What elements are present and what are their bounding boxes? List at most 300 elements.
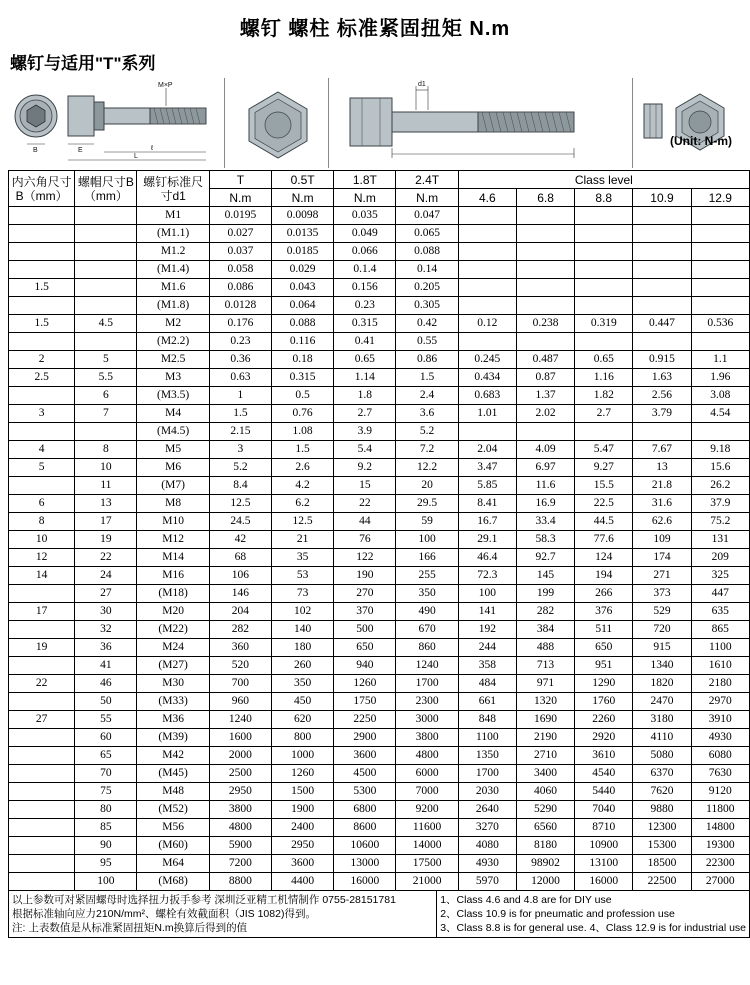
table-cell: 0.088 bbox=[272, 315, 334, 333]
table-cell: 3600 bbox=[272, 855, 334, 873]
footer-right-line-2: 2、Class 10.9 is for pneumatic and profession use bbox=[440, 908, 675, 920]
table-cell: 12.5 bbox=[209, 495, 271, 513]
table-cell: 109 bbox=[633, 531, 691, 549]
table-cell: 4 bbox=[9, 441, 75, 459]
table-cell: 6080 bbox=[691, 747, 749, 765]
table-cell: 174 bbox=[633, 549, 691, 567]
table-cell: (M1.8) bbox=[137, 297, 209, 315]
table-cell: 1690 bbox=[516, 711, 574, 729]
table-cell bbox=[9, 729, 75, 747]
table-cell: 22 bbox=[334, 495, 396, 513]
table-cell bbox=[633, 243, 691, 261]
table-cell: 0.319 bbox=[575, 315, 633, 333]
table-cell: 0.76 bbox=[272, 405, 334, 423]
table-cell: 8800 bbox=[209, 873, 271, 891]
table-cell: 4800 bbox=[209, 819, 271, 837]
table-cell: 0.65 bbox=[334, 351, 396, 369]
table-cell: M20 bbox=[137, 603, 209, 621]
table-cell: 325 bbox=[691, 567, 749, 585]
table-cell: 0.029 bbox=[272, 261, 334, 279]
table-cell bbox=[458, 333, 516, 351]
table-cell: 1100 bbox=[458, 729, 516, 747]
table-cell: 73 bbox=[272, 585, 334, 603]
table-cell: 0.1.4 bbox=[334, 261, 396, 279]
table-cell: 22 bbox=[75, 549, 137, 567]
header-unit-24t: N.m bbox=[396, 189, 458, 207]
table-cell: 650 bbox=[334, 639, 396, 657]
table-cell: 0.176 bbox=[209, 315, 271, 333]
table-cell: 60 bbox=[75, 729, 137, 747]
table-cell: 1610 bbox=[691, 657, 749, 675]
table-cell: 350 bbox=[272, 675, 334, 693]
table-cell: 0.23 bbox=[334, 297, 396, 315]
table-cell bbox=[633, 207, 691, 225]
table-row bbox=[9, 585, 750, 603]
table-cell bbox=[516, 333, 574, 351]
table-cell: 0.088 bbox=[396, 243, 458, 261]
table-cell: 12300 bbox=[633, 819, 691, 837]
table-cell: 21000 bbox=[396, 873, 458, 891]
table-cell: (M1.1) bbox=[137, 225, 209, 243]
table-cell: 500 bbox=[334, 621, 396, 639]
table-cell bbox=[516, 297, 574, 315]
table-cell: (M2.2) bbox=[137, 333, 209, 351]
table-cell: 29.5 bbox=[396, 495, 458, 513]
table-cell: 55 bbox=[75, 711, 137, 729]
table-cell: M24 bbox=[137, 639, 209, 657]
table-cell: (M33) bbox=[137, 693, 209, 711]
table-cell: 3.08 bbox=[691, 387, 749, 405]
table-cell: 2190 bbox=[516, 729, 574, 747]
table-cell: 4060 bbox=[516, 783, 574, 801]
table-cell: 5.85 bbox=[458, 477, 516, 495]
table-cell bbox=[9, 765, 75, 783]
table-cell: (M22) bbox=[137, 621, 209, 639]
table-cell: 2300 bbox=[396, 693, 458, 711]
table-cell: 1760 bbox=[575, 693, 633, 711]
table-cell: 360 bbox=[209, 639, 271, 657]
table-cell: 1340 bbox=[633, 657, 691, 675]
header-class-129: 12.9 bbox=[691, 189, 749, 207]
table-cell: 1.5 bbox=[9, 279, 75, 297]
table-cell bbox=[9, 837, 75, 855]
table-cell: 2970 bbox=[691, 693, 749, 711]
svg-text:B: B bbox=[33, 147, 38, 154]
table-cell: 2920 bbox=[575, 729, 633, 747]
table-cell: 3.9 bbox=[334, 423, 396, 441]
table-row bbox=[9, 693, 750, 711]
table-cell: (M39) bbox=[137, 729, 209, 747]
table-cell: 16000 bbox=[575, 873, 633, 891]
svg-text:L: L bbox=[134, 153, 138, 160]
table-cell: 1.96 bbox=[691, 369, 749, 387]
table-cell: 5.2 bbox=[209, 459, 271, 477]
table-cell bbox=[633, 261, 691, 279]
table-cell: 8 bbox=[9, 513, 75, 531]
table-cell: 260 bbox=[272, 657, 334, 675]
table-cell: 1260 bbox=[272, 765, 334, 783]
table-cell: 15.5 bbox=[575, 477, 633, 495]
footer-left-line-1: 以上参数可对紧固螺母时选择扭力扳手参考 深圳泛亚精工机情制作 0755-28151781 bbox=[12, 894, 396, 906]
table-cell: M2 bbox=[137, 315, 209, 333]
table-row bbox=[9, 747, 750, 765]
table-cell: 166 bbox=[396, 549, 458, 567]
table-cell: 0.65 bbox=[575, 351, 633, 369]
table-cell bbox=[633, 333, 691, 351]
table-cell: (M3.5) bbox=[137, 387, 209, 405]
table-cell: 6 bbox=[75, 387, 137, 405]
table-cell: 1320 bbox=[516, 693, 574, 711]
table-cell: 2030 bbox=[458, 783, 516, 801]
table-cell: 14000 bbox=[396, 837, 458, 855]
table-row bbox=[9, 855, 750, 873]
table-cell: 3.47 bbox=[458, 459, 516, 477]
table-cell bbox=[575, 243, 633, 261]
table-row bbox=[9, 333, 750, 351]
table-cell: 12.5 bbox=[272, 513, 334, 531]
header-nut-size-b: 螺帽尺寸B（mm） bbox=[75, 171, 137, 207]
table-cell: 92.7 bbox=[516, 549, 574, 567]
footer-right-line-3: 3、Class 8.8 is for general use. 4、Class 12.9 is for industrial use bbox=[440, 922, 746, 934]
table-cell: 2.7 bbox=[575, 405, 633, 423]
table-cell: 1.1 bbox=[691, 351, 749, 369]
table-row bbox=[9, 297, 750, 315]
table-cell: 19300 bbox=[691, 837, 749, 855]
table-cell: 0.86 bbox=[396, 351, 458, 369]
label-mxp: M×P bbox=[158, 82, 173, 89]
table-cell: 0.305 bbox=[396, 297, 458, 315]
table-cell: 1700 bbox=[396, 675, 458, 693]
table-cell: M1.2 bbox=[137, 243, 209, 261]
table-cell: 46.4 bbox=[458, 549, 516, 567]
table-cell: 58.3 bbox=[516, 531, 574, 549]
table-cell bbox=[9, 477, 75, 495]
table-cell: 0.41 bbox=[334, 333, 396, 351]
table-cell: 53 bbox=[272, 567, 334, 585]
table-cell: 1.5 bbox=[396, 369, 458, 387]
header-class-88: 8.8 bbox=[575, 189, 633, 207]
table-cell: 3910 bbox=[691, 711, 749, 729]
table-cell: 5.4 bbox=[334, 441, 396, 459]
table-cell: 0.245 bbox=[458, 351, 516, 369]
table-cell bbox=[9, 783, 75, 801]
table-cell: 44 bbox=[334, 513, 396, 531]
table-cell bbox=[516, 243, 574, 261]
table-cell: 3800 bbox=[209, 801, 271, 819]
table-cell: 5080 bbox=[633, 747, 691, 765]
table-cell: 7630 bbox=[691, 765, 749, 783]
table-row bbox=[9, 459, 750, 477]
table-cell bbox=[75, 261, 137, 279]
table-cell: 19 bbox=[75, 531, 137, 549]
table-cell: 0.23 bbox=[209, 333, 271, 351]
table-cell: M56 bbox=[137, 819, 209, 837]
table-cell: 8 bbox=[75, 441, 137, 459]
table-cell: 860 bbox=[396, 639, 458, 657]
table-cell: 2470 bbox=[633, 693, 691, 711]
socket-head-screw-diagram bbox=[8, 78, 225, 168]
footer-left-line-3: 注: 上表数值是从标准紧固扭矩N.m换算后得到的值 bbox=[12, 922, 248, 934]
table-cell: 1700 bbox=[458, 765, 516, 783]
table-cell bbox=[575, 279, 633, 297]
table-row bbox=[9, 207, 750, 225]
table-cell: (M45) bbox=[137, 765, 209, 783]
table-cell: 0.14 bbox=[396, 261, 458, 279]
table-cell: 0.536 bbox=[691, 315, 749, 333]
table-cell: 20 bbox=[396, 477, 458, 495]
table-cell: 1900 bbox=[272, 801, 334, 819]
table-cell: 2260 bbox=[575, 711, 633, 729]
table-cell: M64 bbox=[137, 855, 209, 873]
table-cell bbox=[691, 225, 749, 243]
table-cell: 4400 bbox=[272, 873, 334, 891]
table-cell bbox=[75, 243, 137, 261]
table-cell: 1.5 bbox=[272, 441, 334, 459]
table-cell: 6 bbox=[9, 495, 75, 513]
table-cell: (M7) bbox=[137, 477, 209, 495]
table-cell: 6560 bbox=[516, 819, 574, 837]
table-cell: 3800 bbox=[396, 729, 458, 747]
table-cell: 370 bbox=[334, 603, 396, 621]
table-cell: 16000 bbox=[334, 873, 396, 891]
table-cell: 124 bbox=[575, 549, 633, 567]
table-cell: 85 bbox=[75, 819, 137, 837]
table-cell: M12 bbox=[137, 531, 209, 549]
table-cell bbox=[9, 261, 75, 279]
table-cell: 98902 bbox=[516, 855, 574, 873]
table-cell: M1.6 bbox=[137, 279, 209, 297]
table-cell: 0.683 bbox=[458, 387, 516, 405]
table-cell: 11800 bbox=[691, 801, 749, 819]
table-cell: 865 bbox=[691, 621, 749, 639]
table-cell: 7200 bbox=[209, 855, 271, 873]
table-cell: 4080 bbox=[458, 837, 516, 855]
table-cell: 0.116 bbox=[272, 333, 334, 351]
header-unit-18t: N.m bbox=[334, 189, 396, 207]
table-cell: 12.2 bbox=[396, 459, 458, 477]
table-cell: 1.8 bbox=[334, 387, 396, 405]
table-cell bbox=[633, 279, 691, 297]
table-cell: 37.9 bbox=[691, 495, 749, 513]
table-cell bbox=[9, 387, 75, 405]
table-cell: 0.63 bbox=[209, 369, 271, 387]
table-row bbox=[9, 351, 750, 369]
table-cell: 635 bbox=[691, 603, 749, 621]
table-cell bbox=[9, 801, 75, 819]
table-cell: 18500 bbox=[633, 855, 691, 873]
section-subtitle: 螺钉与适用"T"系列 bbox=[10, 54, 156, 73]
table-cell bbox=[458, 297, 516, 315]
table-cell: 29.1 bbox=[458, 531, 516, 549]
table-cell: 971 bbox=[516, 675, 574, 693]
header-t: T bbox=[209, 171, 271, 189]
table-cell: 50 bbox=[75, 693, 137, 711]
svg-text:ℓ: ℓ bbox=[151, 145, 154, 152]
table-cell: 7.67 bbox=[633, 441, 691, 459]
table-cell: 41 bbox=[75, 657, 137, 675]
table-cell: 33.4 bbox=[516, 513, 574, 531]
table-cell: 95 bbox=[75, 855, 137, 873]
table-cell: 14800 bbox=[691, 819, 749, 837]
table-cell: 7620 bbox=[633, 783, 691, 801]
table-cell: 0.205 bbox=[396, 279, 458, 297]
header-screw-standard-d1: 螺钉标准尺寸d1 bbox=[137, 171, 209, 207]
table-cell: 5 bbox=[9, 459, 75, 477]
table-cell: 511 bbox=[575, 621, 633, 639]
table-cell: 0.315 bbox=[334, 315, 396, 333]
table-cell: 2.56 bbox=[633, 387, 691, 405]
table-cell: 10600 bbox=[334, 837, 396, 855]
table-cell: 1.63 bbox=[633, 369, 691, 387]
table-cell bbox=[9, 873, 75, 891]
header-hex-size-b: 内六角尺寸B（mm） bbox=[9, 171, 75, 207]
table-cell: 1.08 bbox=[272, 423, 334, 441]
table-row bbox=[9, 549, 750, 567]
table-cell: 255 bbox=[396, 567, 458, 585]
table-cell: (M1.4) bbox=[137, 261, 209, 279]
table-cell: 6.97 bbox=[516, 459, 574, 477]
table-cell bbox=[9, 207, 75, 225]
table-cell bbox=[458, 207, 516, 225]
table-row bbox=[9, 819, 750, 837]
table-cell: 7040 bbox=[575, 801, 633, 819]
table-cell: 5290 bbox=[516, 801, 574, 819]
table-cell: 24 bbox=[75, 567, 137, 585]
table-row bbox=[9, 675, 750, 693]
table-cell: 10 bbox=[75, 459, 137, 477]
table-cell: 0.0185 bbox=[272, 243, 334, 261]
table-cell: M2.5 bbox=[137, 351, 209, 369]
table-cell bbox=[691, 333, 749, 351]
table-cell: M16 bbox=[137, 567, 209, 585]
table-cell: 0.447 bbox=[633, 315, 691, 333]
table-cell: 106 bbox=[209, 567, 271, 585]
table-cell: 2000 bbox=[209, 747, 271, 765]
table-cell: 6800 bbox=[334, 801, 396, 819]
table-cell: 16.7 bbox=[458, 513, 516, 531]
table-cell: 30 bbox=[75, 603, 137, 621]
hex-nut-diagram bbox=[636, 78, 748, 168]
table-row bbox=[9, 837, 750, 855]
table-cell: 17500 bbox=[396, 855, 458, 873]
table-cell bbox=[9, 333, 75, 351]
table-cell: 1.5 bbox=[209, 405, 271, 423]
table-cell bbox=[575, 333, 633, 351]
header-18t: 1.8T bbox=[334, 171, 396, 189]
svg-text:E: E bbox=[78, 147, 83, 154]
table-cell bbox=[575, 423, 633, 441]
table-cell: 3000 bbox=[396, 711, 458, 729]
table-cell: 4930 bbox=[691, 729, 749, 747]
table-cell: 2.02 bbox=[516, 405, 574, 423]
table-cell: 11.6 bbox=[516, 477, 574, 495]
table-cell: 1290 bbox=[575, 675, 633, 693]
table-cell: 2 bbox=[9, 351, 75, 369]
table-cell: 0.12 bbox=[458, 315, 516, 333]
table-cell: (M68) bbox=[137, 873, 209, 891]
table-cell: 700 bbox=[209, 675, 271, 693]
table-cell: 4110 bbox=[633, 729, 691, 747]
table-cell: 0.037 bbox=[209, 243, 271, 261]
table-cell bbox=[9, 585, 75, 603]
table-cell: 46 bbox=[75, 675, 137, 693]
table-cell: 62.6 bbox=[633, 513, 691, 531]
table-cell: 7 bbox=[75, 405, 137, 423]
footer-left-line-2: 根据标准轴向应力210N/mm²、螺栓有效截面积（JIS 1082)得到。 bbox=[12, 908, 316, 920]
table-cell: 22.5 bbox=[575, 495, 633, 513]
table-cell: 75.2 bbox=[691, 513, 749, 531]
table-header-row-1 bbox=[9, 171, 750, 189]
table-cell: M8 bbox=[137, 495, 209, 513]
table-cell: 2180 bbox=[691, 675, 749, 693]
table-cell: M10 bbox=[137, 513, 209, 531]
table-cell: 1000 bbox=[272, 747, 334, 765]
table-cell: 3180 bbox=[633, 711, 691, 729]
table-cell: 131 bbox=[691, 531, 749, 549]
table-cell: M5 bbox=[137, 441, 209, 459]
table-cell: 100 bbox=[396, 531, 458, 549]
header-24t: 2.4T bbox=[396, 171, 458, 189]
table-cell: 0.315 bbox=[272, 369, 334, 387]
header-class-68: 6.8 bbox=[516, 189, 574, 207]
table-cell: 0.156 bbox=[334, 279, 396, 297]
table-cell: 0.487 bbox=[516, 351, 574, 369]
table-cell: 266 bbox=[575, 585, 633, 603]
diagram-row bbox=[4, 78, 746, 170]
table-row bbox=[9, 639, 750, 657]
footer-notes-chinese bbox=[9, 891, 437, 937]
table-cell: 244 bbox=[458, 639, 516, 657]
table-cell: 0.058 bbox=[209, 261, 271, 279]
table-cell: 2.5 bbox=[9, 369, 75, 387]
table-cell: 0.065 bbox=[396, 225, 458, 243]
table-cell: 140 bbox=[272, 621, 334, 639]
table-cell: 0.238 bbox=[516, 315, 574, 333]
table-cell: 270 bbox=[334, 585, 396, 603]
table-row bbox=[9, 405, 750, 423]
table-cell: 9.2 bbox=[334, 459, 396, 477]
table-cell: 0.18 bbox=[272, 351, 334, 369]
table-row bbox=[9, 495, 750, 513]
table-cell: 65 bbox=[75, 747, 137, 765]
header-class-46: 4.6 bbox=[458, 189, 516, 207]
table-cell: 1350 bbox=[458, 747, 516, 765]
table-cell: 4.5 bbox=[75, 315, 137, 333]
table-cell: 940 bbox=[334, 657, 396, 675]
table-cell: M48 bbox=[137, 783, 209, 801]
table-cell: 2500 bbox=[209, 765, 271, 783]
table-cell bbox=[458, 423, 516, 441]
table-cell: 180 bbox=[272, 639, 334, 657]
table-cell: 6.2 bbox=[272, 495, 334, 513]
table-cell: 951 bbox=[575, 657, 633, 675]
table-cell: 3600 bbox=[334, 747, 396, 765]
table-cell: 12 bbox=[9, 549, 75, 567]
table-cell: 4930 bbox=[458, 855, 516, 873]
table-row bbox=[9, 657, 750, 675]
table-cell: 2.4 bbox=[396, 387, 458, 405]
table-cell: 4500 bbox=[334, 765, 396, 783]
table-cell: 1.82 bbox=[575, 387, 633, 405]
table-cell: 59 bbox=[396, 513, 458, 531]
table-cell: 22300 bbox=[691, 855, 749, 873]
table-cell: M4 bbox=[137, 405, 209, 423]
table-row bbox=[9, 567, 750, 585]
table-cell bbox=[575, 207, 633, 225]
table-cell: 282 bbox=[209, 621, 271, 639]
table-cell: 484 bbox=[458, 675, 516, 693]
table-cell: 1.37 bbox=[516, 387, 574, 405]
